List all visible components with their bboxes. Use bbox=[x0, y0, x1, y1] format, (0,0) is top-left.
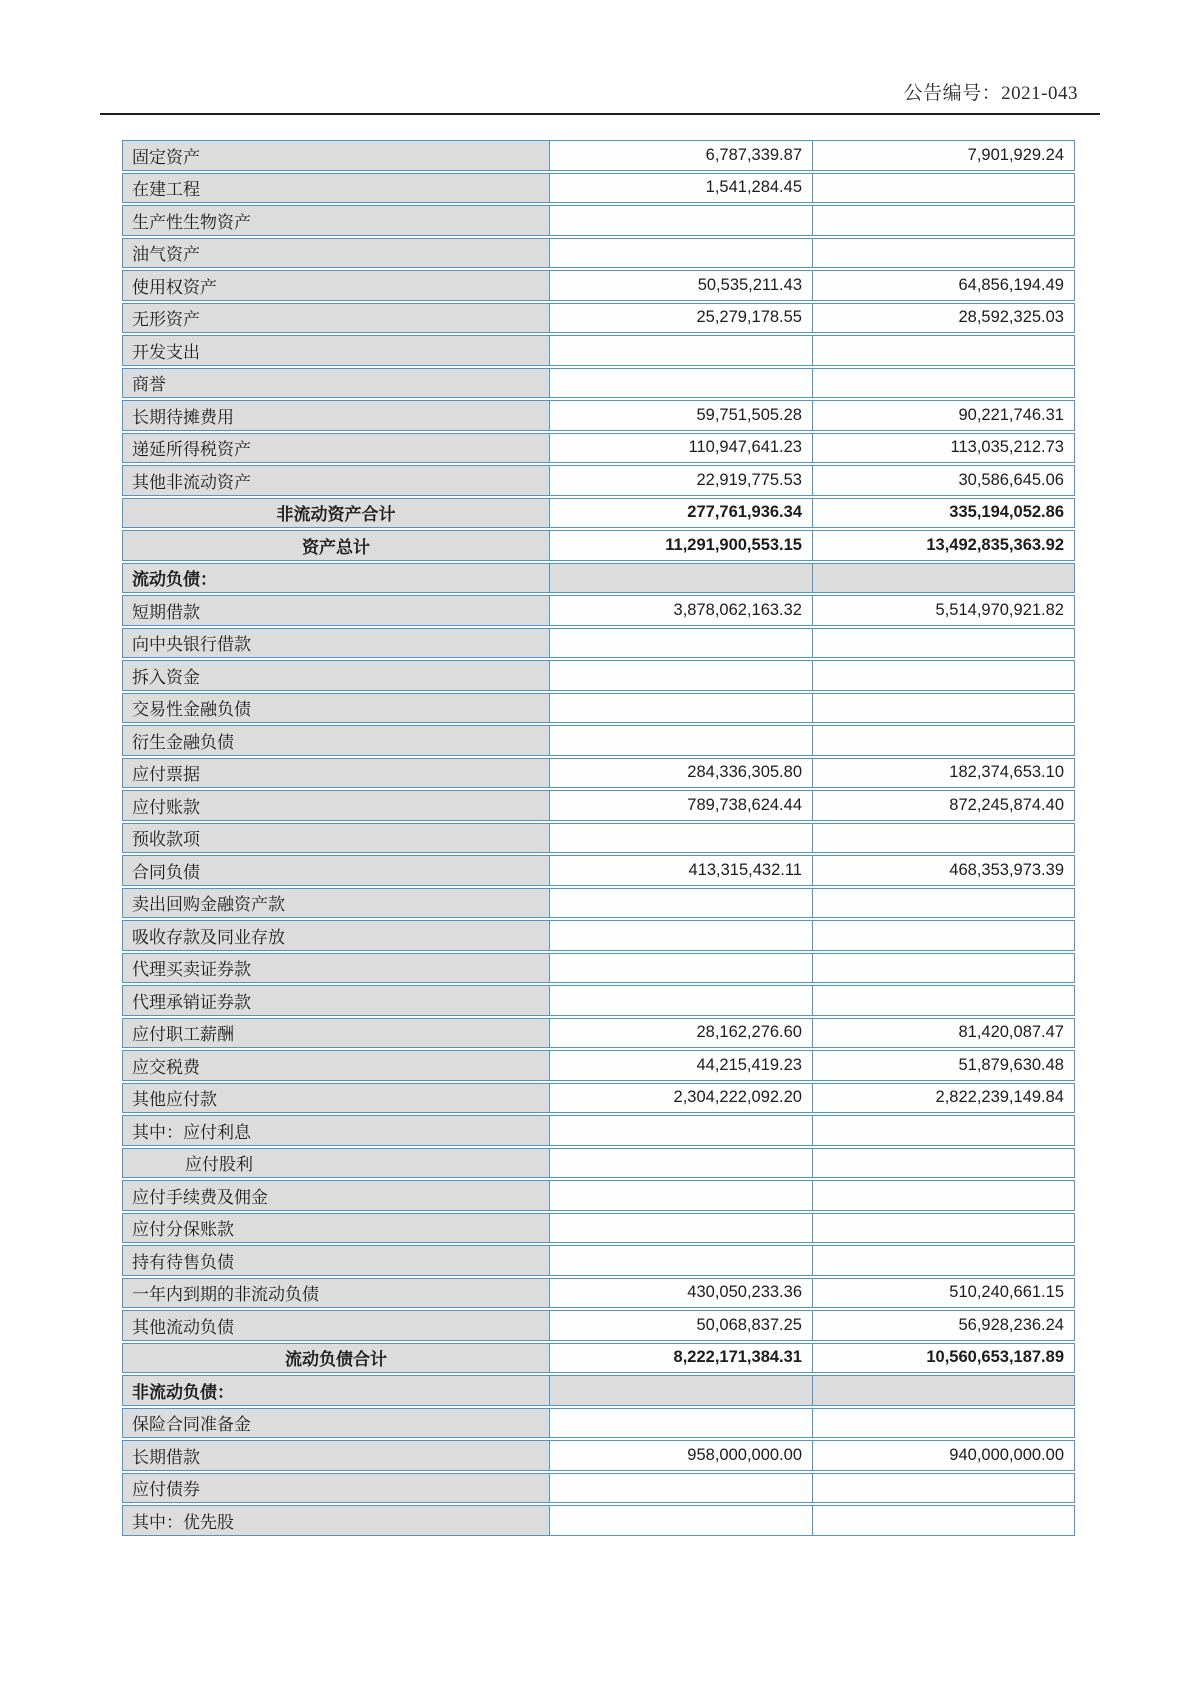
value-current-period bbox=[550, 985, 813, 1016]
value-current-period: 110,947,641.23 bbox=[550, 433, 813, 464]
table-row bbox=[122, 238, 1075, 269]
value-previous-period bbox=[813, 1245, 1075, 1276]
value-current-period: 430,050,233.36 bbox=[550, 1278, 813, 1309]
table-row bbox=[122, 888, 1075, 919]
table-row bbox=[122, 1473, 1075, 1504]
row-label: 应付分保账款 bbox=[122, 1213, 550, 1244]
value-current-period bbox=[550, 920, 813, 951]
table-row bbox=[122, 465, 1075, 496]
row-label: 卖出回购金融资产款 bbox=[122, 888, 550, 919]
row-label: 其中：应付利息 bbox=[122, 1115, 550, 1146]
row-label: 短期借款 bbox=[122, 595, 550, 626]
row-label: 拆入资金 bbox=[122, 660, 550, 691]
table-row bbox=[122, 725, 1075, 756]
value-current-period: 59,751,505.28 bbox=[550, 400, 813, 431]
value-current-period bbox=[550, 888, 813, 919]
value-previous-period: 56,928,236.24 bbox=[813, 1310, 1075, 1341]
table-row bbox=[122, 595, 1075, 626]
value-current-period: 8,222,171,384.31 bbox=[550, 1343, 813, 1374]
table-row bbox=[122, 628, 1075, 659]
value-previous-period: 51,879,630.48 bbox=[813, 1050, 1075, 1081]
row-label: 向中央银行借款 bbox=[122, 628, 550, 659]
value-current-period bbox=[550, 1375, 813, 1406]
table-row bbox=[122, 1408, 1075, 1439]
value-current-period: 958,000,000.00 bbox=[550, 1440, 813, 1471]
value-previous-period bbox=[813, 205, 1075, 236]
row-label: 油气资产 bbox=[122, 238, 550, 269]
table-row bbox=[122, 335, 1075, 366]
value-previous-period: 81,420,087.47 bbox=[813, 1018, 1075, 1049]
value-current-period bbox=[550, 1408, 813, 1439]
value-previous-period: 13,492,835,363.92 bbox=[813, 530, 1075, 561]
value-previous-period bbox=[813, 725, 1075, 756]
value-current-period: 28,162,276.60 bbox=[550, 1018, 813, 1049]
row-label: 应付股利 bbox=[122, 1148, 550, 1179]
table-row bbox=[122, 1310, 1075, 1341]
value-previous-period: 28,592,325.03 bbox=[813, 303, 1075, 334]
value-previous-period bbox=[813, 335, 1075, 366]
value-previous-period bbox=[813, 985, 1075, 1016]
table-row bbox=[122, 1440, 1075, 1471]
table-row bbox=[122, 433, 1075, 464]
value-previous-period bbox=[813, 368, 1075, 399]
value-current-period bbox=[550, 1115, 813, 1146]
row-label: 商誉 bbox=[122, 368, 550, 399]
table-row bbox=[122, 985, 1075, 1016]
value-previous-period: 2,822,239,149.84 bbox=[813, 1083, 1075, 1114]
row-label: 流动负债合计 bbox=[122, 1343, 550, 1374]
value-previous-period bbox=[813, 1213, 1075, 1244]
value-current-period: 44,215,419.23 bbox=[550, 1050, 813, 1081]
value-current-period bbox=[550, 823, 813, 854]
row-label: 流动负债： bbox=[122, 563, 550, 594]
row-label: 其他非流动资产 bbox=[122, 465, 550, 496]
table-row bbox=[122, 855, 1075, 886]
value-previous-period: 113,035,212.73 bbox=[813, 433, 1075, 464]
value-previous-period: 940,000,000.00 bbox=[813, 1440, 1075, 1471]
value-current-period bbox=[550, 693, 813, 724]
value-current-period: 22,919,775.53 bbox=[550, 465, 813, 496]
row-label: 使用权资产 bbox=[122, 270, 550, 301]
row-label: 应付手续费及佣金 bbox=[122, 1180, 550, 1211]
table-row bbox=[122, 173, 1075, 204]
row-label: 应交税费 bbox=[122, 1050, 550, 1081]
value-previous-period bbox=[813, 1375, 1075, 1406]
row-label: 固定资产 bbox=[122, 140, 550, 171]
value-current-period bbox=[550, 563, 813, 594]
value-current-period bbox=[550, 238, 813, 269]
table-row bbox=[122, 1245, 1075, 1276]
row-label: 资产总计 bbox=[122, 530, 550, 561]
table-row bbox=[122, 1180, 1075, 1211]
table-row bbox=[122, 660, 1075, 691]
table-row bbox=[122, 205, 1075, 236]
row-label: 衍生金融负债 bbox=[122, 725, 550, 756]
row-label: 预收款项 bbox=[122, 823, 550, 854]
table-row bbox=[122, 790, 1075, 821]
value-previous-period bbox=[813, 660, 1075, 691]
value-previous-period: 5,514,970,921.82 bbox=[813, 595, 1075, 626]
value-current-period: 789,738,624.44 bbox=[550, 790, 813, 821]
value-current-period: 413,315,432.11 bbox=[550, 855, 813, 886]
value-previous-period bbox=[813, 1115, 1075, 1146]
value-current-period bbox=[550, 205, 813, 236]
table-row bbox=[122, 140, 1075, 171]
value-previous-period: 510,240,661.15 bbox=[813, 1278, 1075, 1309]
value-current-period bbox=[550, 1505, 813, 1536]
balance-sheet-table bbox=[122, 138, 1075, 1538]
table-row bbox=[122, 758, 1075, 789]
table-row bbox=[122, 530, 1075, 561]
row-label: 递延所得税资产 bbox=[122, 433, 550, 464]
table-row bbox=[122, 270, 1075, 301]
value-previous-period bbox=[813, 823, 1075, 854]
row-label: 一年内到期的非流动负债 bbox=[122, 1278, 550, 1309]
value-current-period bbox=[550, 1180, 813, 1211]
value-previous-period bbox=[813, 563, 1075, 594]
row-label: 其他流动负债 bbox=[122, 1310, 550, 1341]
value-previous-period: 90,221,746.31 bbox=[813, 400, 1075, 431]
value-current-period: 11,291,900,553.15 bbox=[550, 530, 813, 561]
value-current-period bbox=[550, 1473, 813, 1504]
table-row bbox=[122, 498, 1075, 529]
value-current-period bbox=[550, 1213, 813, 1244]
row-label: 应付票据 bbox=[122, 758, 550, 789]
value-previous-period bbox=[813, 1180, 1075, 1211]
row-label: 长期借款 bbox=[122, 1440, 550, 1471]
value-previous-period bbox=[813, 1148, 1075, 1179]
value-current-period bbox=[550, 1148, 813, 1179]
value-current-period: 6,787,339.87 bbox=[550, 140, 813, 171]
table-row bbox=[122, 1148, 1075, 1179]
table-row bbox=[122, 920, 1075, 951]
value-previous-period: 7,901,929.24 bbox=[813, 140, 1075, 171]
value-current-period bbox=[550, 660, 813, 691]
value-current-period: 50,068,837.25 bbox=[550, 1310, 813, 1341]
value-current-period bbox=[550, 1245, 813, 1276]
value-previous-period bbox=[813, 953, 1075, 984]
row-label: 开发支出 bbox=[122, 335, 550, 366]
table-row bbox=[122, 953, 1075, 984]
table-row bbox=[122, 1343, 1075, 1374]
value-previous-period bbox=[813, 920, 1075, 951]
value-previous-period bbox=[813, 888, 1075, 919]
header-divider-line bbox=[100, 113, 1100, 115]
value-previous-period bbox=[813, 1505, 1075, 1536]
table-row bbox=[122, 368, 1075, 399]
table-row bbox=[122, 1018, 1075, 1049]
value-current-period bbox=[550, 953, 813, 984]
row-label: 吸收存款及同业存放 bbox=[122, 920, 550, 951]
value-previous-period bbox=[813, 238, 1075, 269]
value-previous-period bbox=[813, 693, 1075, 724]
value-current-period: 25,279,178.55 bbox=[550, 303, 813, 334]
table-row bbox=[122, 1213, 1075, 1244]
table-row bbox=[122, 303, 1075, 334]
row-label: 保险合同准备金 bbox=[122, 1408, 550, 1439]
row-label: 合同负债 bbox=[122, 855, 550, 886]
table-row bbox=[122, 1050, 1075, 1081]
table-row bbox=[122, 1375, 1075, 1406]
table-row bbox=[122, 1115, 1075, 1146]
row-label: 应付账款 bbox=[122, 790, 550, 821]
table-row bbox=[122, 693, 1075, 724]
row-label: 交易性金融负债 bbox=[122, 693, 550, 724]
value-previous-period: 872,245,874.40 bbox=[813, 790, 1075, 821]
value-current-period bbox=[550, 628, 813, 659]
row-label: 应付债券 bbox=[122, 1473, 550, 1504]
row-label: 非流动负债： bbox=[122, 1375, 550, 1406]
table-row bbox=[122, 1505, 1075, 1536]
value-current-period: 284,336,305.80 bbox=[550, 758, 813, 789]
row-label: 非流动资产合计 bbox=[122, 498, 550, 529]
value-current-period: 277,761,936.34 bbox=[550, 498, 813, 529]
value-previous-period: 30,586,645.06 bbox=[813, 465, 1075, 496]
value-current-period bbox=[550, 368, 813, 399]
row-label: 代理买卖证券款 bbox=[122, 953, 550, 984]
value-previous-period bbox=[813, 173, 1075, 204]
row-label: 持有待售负债 bbox=[122, 1245, 550, 1276]
row-label: 其中：优先股 bbox=[122, 1505, 550, 1536]
row-label: 其他应付款 bbox=[122, 1083, 550, 1114]
value-previous-period bbox=[813, 1473, 1075, 1504]
value-current-period: 2,304,222,092.20 bbox=[550, 1083, 813, 1114]
table-row bbox=[122, 400, 1075, 431]
value-previous-period bbox=[813, 1408, 1075, 1439]
value-previous-period: 64,856,194.49 bbox=[813, 270, 1075, 301]
value-current-period: 3,878,062,163.32 bbox=[550, 595, 813, 626]
row-label: 在建工程 bbox=[122, 173, 550, 204]
value-previous-period: 335,194,052.86 bbox=[813, 498, 1075, 529]
table-row bbox=[122, 1278, 1075, 1309]
table-row bbox=[122, 823, 1075, 854]
table-row bbox=[122, 1083, 1075, 1114]
value-current-period bbox=[550, 335, 813, 366]
table-row bbox=[122, 563, 1075, 594]
value-previous-period: 468,353,973.39 bbox=[813, 855, 1075, 886]
row-label: 应付职工薪酬 bbox=[122, 1018, 550, 1049]
row-label: 无形资产 bbox=[122, 303, 550, 334]
value-previous-period bbox=[813, 628, 1075, 659]
announcement-number: 公告编号：2021-043 bbox=[903, 83, 1078, 104]
value-current-period: 1,541,284.45 bbox=[550, 173, 813, 204]
value-current-period: 50,535,211.43 bbox=[550, 270, 813, 301]
row-label: 生产性生物资产 bbox=[122, 205, 550, 236]
value-current-period bbox=[550, 725, 813, 756]
row-label: 代理承销证券款 bbox=[122, 985, 550, 1016]
value-previous-period: 10,560,653,187.89 bbox=[813, 1343, 1075, 1374]
row-label: 长期待摊费用 bbox=[122, 400, 550, 431]
value-previous-period: 182,374,653.10 bbox=[813, 758, 1075, 789]
